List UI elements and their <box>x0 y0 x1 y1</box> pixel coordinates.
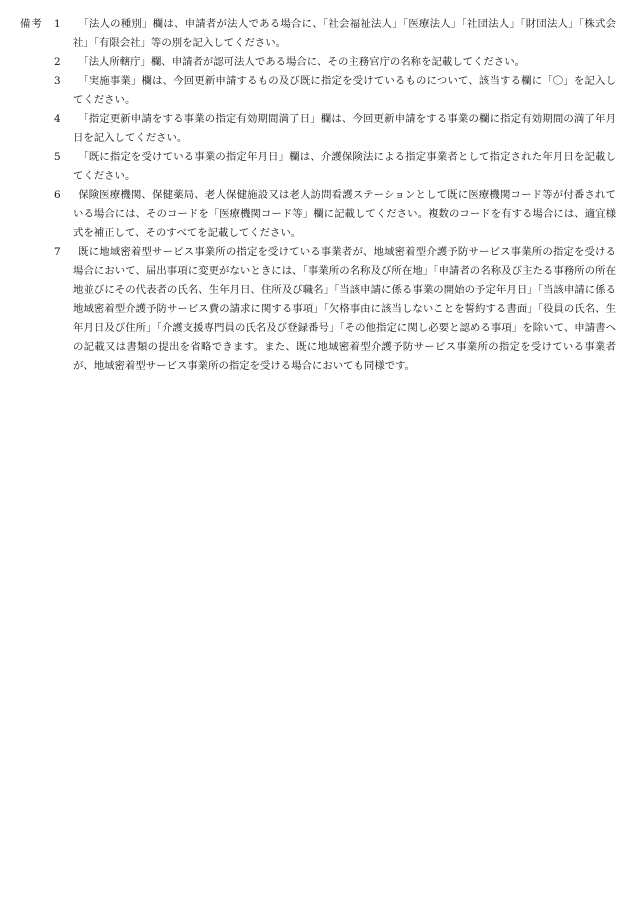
remark-number: 4 <box>54 113 61 125</box>
remark-text: 「指定更新申請をする事業の指定有効期間満了日」欄は、今回更新申請をする事業の欄に指定有効期間の満了年月日を記入してください。 <box>73 113 616 144</box>
remark-item <box>54 110 616 148</box>
remark-item <box>54 186 616 243</box>
remark-number: 5 <box>54 151 61 163</box>
remark-text: 「実施事業」欄は、今回更新申請するもの及び既に指定を受けているものについて、該当する欄に「〇」を記入してください。 <box>73 75 616 106</box>
remarks-list <box>54 15 616 376</box>
remark-number: 7 <box>54 246 61 258</box>
remark-item <box>54 72 616 110</box>
remark-number: 6 <box>54 189 61 201</box>
remark-text: 保険医療機関、保健薬局、老人保健施設又は老人訪問看護ステーションとして既に医療機関コード等が付番されている場合には、そのコードを「医療機関コード等」欄に記載してください。複数のコードを有する場合には、適宜様式を補正して、そのすべてを記載してください。 <box>73 189 616 239</box>
remark-text: 「既に指定を受けている事業の指定年月日」欄は、介護保険法による指定事業者として指定された年月日を記載してください。 <box>73 151 616 182</box>
remark-number: 1 <box>54 18 61 30</box>
remarks-section <box>20 15 616 376</box>
remark-number: 2 <box>54 56 61 68</box>
remark-item <box>54 53 616 72</box>
remark-number: 3 <box>54 75 61 87</box>
remark-text: 「法人所轄庁」欄、申請者が認可法人である場合に、その主務官庁の名称を記載してください。 <box>78 56 525 68</box>
remarks-heading: 備考 <box>20 18 43 30</box>
remark-text: 「法人の種別」欄は、申請者が法人である場合に、「社会福祉法人」「医療法人」「社団法人」「財団法人」「株式会社」「有限会社」等の別を記入してください。 <box>73 18 616 49</box>
remark-item <box>54 15 616 53</box>
remark-item <box>54 148 616 186</box>
remark-text: 既に地域密着型サービス事業所の指定を受けている事業者が、地域密着型介護予防サービス事業所の指定を受ける場合において、届出事項に変更がないときには、「事業所の名称及び所在地」「申請者の名称及び主たる事務所の所在地並びにその代表者の氏名、生年月日、住所及び職名」「当該申請に係る事業の開始の予定年月日」「当該申請に係る地域密着型介護予防サービス費の請求に関する事項」「欠格事由に該当しないことを誓約する書面」「役員の氏名、生年月日及び住所」「介護支援専門員の氏名及び登録番号」「その他指定に関し必要と認める事項」を除いて、申請書への記載又は書類の提出を省略できます。また、既に地域密着型介護予防サービス事業所の指定を受けている事業者が、地域密着型サービス事業所の指定を受ける場合においても同様です。 <box>73 246 616 372</box>
remark-item <box>54 243 616 376</box>
